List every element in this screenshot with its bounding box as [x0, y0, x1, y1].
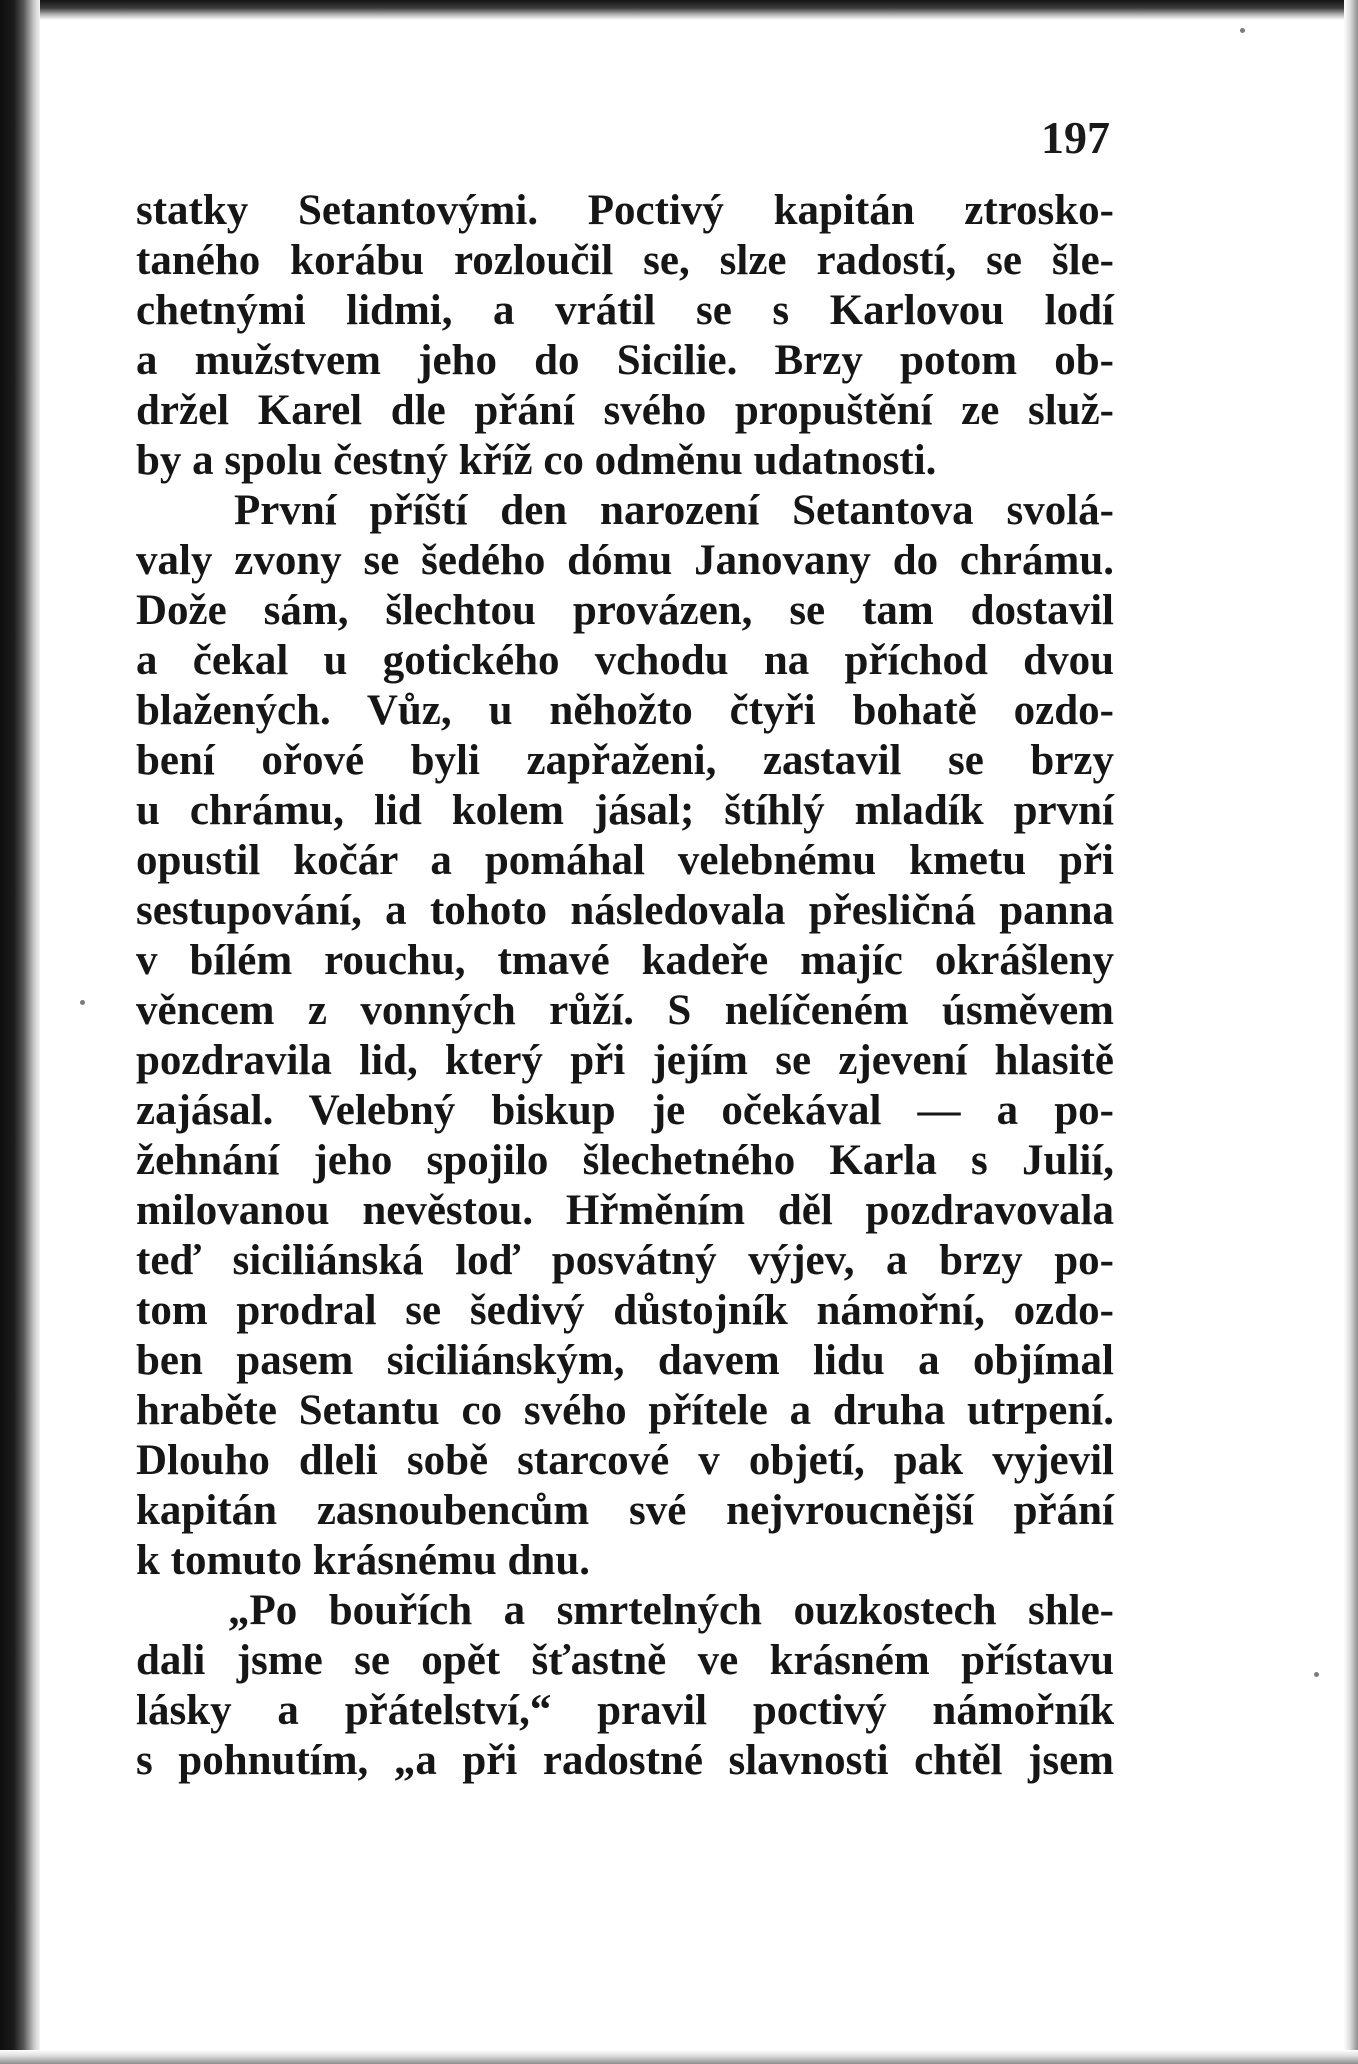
- text-line: blažených. Vůz, u něhožto čtyři bohatě ozdo-: [136, 687, 1114, 734]
- body-text: [136, 186, 1114, 1786]
- text-line: milovanou nevěstou. Hřměním děl pozdravovala: [136, 1187, 1114, 1234]
- text-line: a čekal u gotického vchodu na příchod dvou: [136, 637, 1114, 684]
- text-line: První příští den narození Setantova svolá-: [234, 487, 1114, 534]
- scan-top-shadow: [0, 0, 1358, 20]
- text-line: kapitán zasnoubencům své nejvroucnější přání: [136, 1487, 1114, 1534]
- scan-bottom-shadow: [0, 2050, 1358, 2064]
- scan-right-shadow: [1344, 0, 1358, 2064]
- text-line: „Po bouřích a smrtelných ouzkostech shle-: [228, 1587, 1114, 1634]
- text-line: valy zvony se šedého dómu Janovany do chrámu.: [136, 537, 1114, 584]
- text-line: žehnání jeho spojilo šlechetného Karla s Julií,: [136, 1137, 1114, 1184]
- text-line: opustil kočár a pomáhal velebnému kmetu při: [136, 837, 1114, 884]
- text-line: držel Karel dle přání svého propuštění ze služ-: [136, 387, 1114, 434]
- page-number: 197: [1041, 112, 1110, 163]
- text-line: a mužstvem jeho do Sicilie. Brzy potom ob-: [136, 337, 1114, 384]
- text-line: tom prodral se šedivý důstojník námořní, ozdo-: [136, 1287, 1114, 1334]
- text-line: pozdravila lid, který při jejím se zjevení hlasitě: [136, 1037, 1114, 1084]
- text-line: lásky a přátelství,“ pravil poctivý námořník: [136, 1687, 1114, 1734]
- text-line: s pohnutím, „a při radostné slavnosti chtěl jsem: [136, 1737, 1114, 1784]
- text-line: Dože sám, šlechtou provázen, se tam dostavil: [136, 587, 1114, 634]
- text-line: zajásal. Velebný biskup je očekával — a po-: [136, 1087, 1114, 1134]
- text-line: chetnými lidmi, a vrátil se s Karlovou lodí: [136, 287, 1114, 334]
- text-line: v bílém rouchu, tmavé kadeře majíc okrášleny: [136, 937, 1114, 984]
- text-line: teď siciliánská loď posvátný výjev, a brzy po-: [136, 1237, 1114, 1284]
- text-line: ben pasem siciliánským, davem lidu a objímal: [136, 1337, 1114, 1384]
- book-binding-shadow: [0, 0, 40, 2064]
- print-speck: [80, 1000, 85, 1005]
- text-line: statky Setantovými. Poctivý kapitán ztrosko-: [136, 187, 1114, 234]
- text-line: bení ořové byli zapřaženi, zastavil se brzy: [136, 737, 1114, 784]
- text-line: Dlouho dleli sobě starcové v objetí, pak vyjevil: [136, 1437, 1114, 1484]
- text-line: by a spolu čestný kříž co odměnu udatnosti.: [136, 437, 937, 484]
- print-speck: [1240, 28, 1245, 33]
- print-speck: [1314, 1672, 1319, 1677]
- text-line: dali jsme se opět šťastně ve krásném přístavu: [136, 1637, 1114, 1684]
- text-line: k tomuto krásnému dnu.: [136, 1537, 590, 1584]
- text-line: věncem z vonných růží. S nelíčeném úsměvem: [136, 987, 1114, 1034]
- text-line: taného korábu rozloučil se, slze radostí, se šle-: [136, 237, 1114, 284]
- text-line: u chrámu, lid kolem jásal; štíhlý mladík první: [136, 787, 1114, 834]
- text-line: hraběte Setantu co svého přítele a druha utrpení.: [136, 1387, 1114, 1434]
- text-line: sestupování, a tohoto následovala přesličná panna: [136, 887, 1114, 934]
